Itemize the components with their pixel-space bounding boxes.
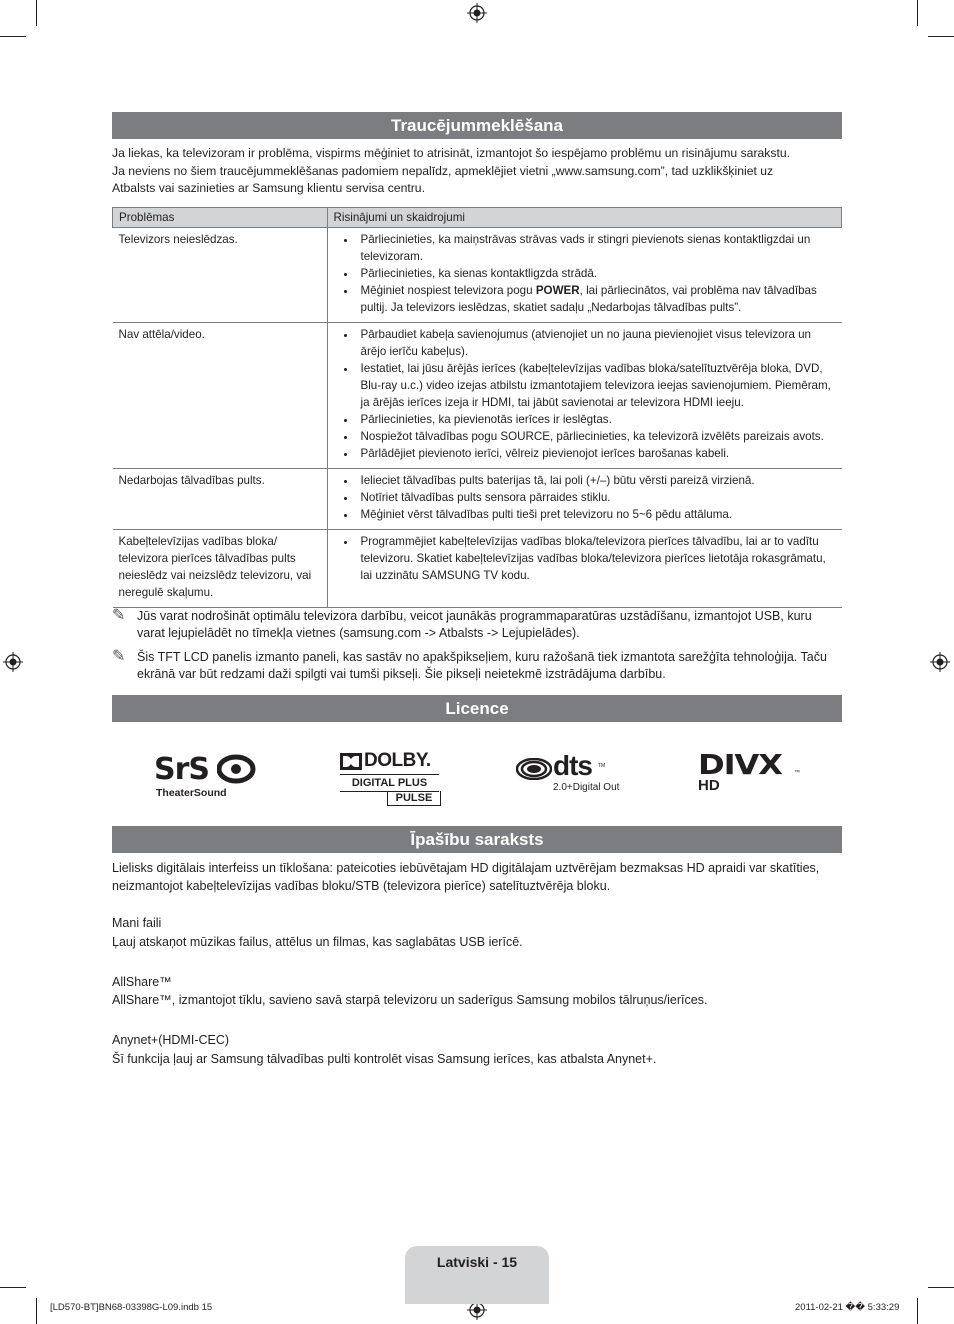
dolby-pulse-label: PULSE	[395, 792, 433, 804]
problem-cell: Nav attēla/video.	[113, 323, 328, 469]
solution-item: • Nospiežot tālvadības pogu SOURCE, pārliecinieties, ka televizorā izvēlēts pareizais avots.	[357, 428, 836, 445]
registration-mark-icon	[467, 3, 487, 23]
registration-mark-icon	[3, 652, 23, 672]
srs-circle-icon	[217, 754, 257, 784]
solutions-cell	[327, 469, 842, 530]
dts-subtitle: 2.0+Digital Out	[553, 782, 620, 793]
crop-mark	[917, 0, 918, 26]
feature-title: Mani faili	[112, 916, 162, 930]
table-row	[113, 228, 842, 323]
table-row	[113, 530, 842, 608]
section-title-license: Licence	[112, 695, 842, 722]
crop-mark	[917, 1298, 918, 1324]
divx-tm: ™	[794, 770, 800, 776]
feature-text: Šī funkcija ļauj ar Samsung tālvadības pulti kontrolēt visas Samsung ierīces, kas atbalsta Anynet+.	[112, 1052, 657, 1066]
dolby-line-2	[387, 791, 441, 806]
crop-mark	[36, 1298, 37, 1324]
dolby-line-1	[340, 774, 439, 792]
features-intro: Lielisks digitālais interfeiss un tīklošana: pateicoties iebūvētajam HD digitālajam uztvērējam bezmaksas HD apraidi var skatīties, neizmantojot kabeļtelevīzijas vadības bloku/STB (televizora pierīce) satelītuztvērēja bloku.	[112, 861, 820, 893]
table-row	[113, 469, 842, 530]
note-text: Jūs varat nodrošināt optimālu televizora darbību, veicot jaunākās programmaparatūras uzstādīšanu, izmantojot USB, kuru varat lejupielādēt no tīmekļa vietnes (samsung.com -> Atbalsts -> Lejupielādes).	[137, 609, 812, 640]
srs-theatersound-logo	[154, 748, 264, 808]
pencil-note-icon: ✎	[112, 648, 126, 665]
dolby-digital-plus-label: DIGITAL PLUS	[351, 777, 428, 789]
intro-line: Ja neviens no šiem traucējummeklēšanas padomiem nepalīdz, apmeklējiet vietni „www.samsung.com”, tad uzklikšķiniet uz	[112, 163, 774, 178]
crop-mark	[0, 1287, 26, 1288]
feature-title: Anynet+(HDMI-CEC)	[112, 1033, 230, 1047]
page-number-label: Latviski - 15	[436, 1254, 518, 1270]
note	[112, 649, 842, 683]
column-header-problems: Problēmas	[113, 208, 328, 228]
crop-mark	[36, 0, 37, 26]
intro-paragraph	[112, 145, 842, 198]
solution-item: • Mēģiniet vērst tālvadības pulti tieši pret televizoru no 5~6 pēdu attāluma.	[357, 506, 836, 523]
feature-text: AllShare™, izmantojot tīklu, savieno savā starpā televizoru un saderīgus Samsung mobilos tālruņus/ierīces.	[112, 993, 708, 1007]
solutions-cell	[327, 228, 842, 323]
divx-hd: HD	[698, 777, 720, 794]
solutions-cell	[327, 323, 842, 469]
dts-tm: TM	[598, 763, 606, 769]
problem-cell: Nedarbojas tālvadības pults.	[113, 469, 328, 530]
table-row	[113, 323, 842, 469]
dolby-digital-plus-pulse-logo	[339, 748, 445, 808]
pencil-note-icon: ✎	[112, 607, 126, 624]
dts-logo	[516, 748, 626, 808]
dts-waves-icon	[516, 758, 552, 780]
intro-line: Atbalsts vai sazinieties ar Samsung klientu servisa centru.	[112, 181, 425, 195]
solution-item: • Pārliecinieties, ka pievienotās ierīces ir ieslēgtas.	[357, 411, 836, 428]
solutions-cell	[327, 530, 842, 608]
divx-hd-logo	[698, 748, 808, 808]
dolby-double-d-icon	[340, 753, 362, 770]
note-text: Šis TFT LCD panelis izmanto paneli, kas sastāv no apakšpikseļiem, kuru ražošanā tiek izmantota sarežģīta tehnoloģija. Taču ekrānā var būt redzami daži spilgti vai tumši pikseļi. Šie pikseļi neietekmē izstrādājuma darbību.	[137, 650, 827, 681]
solution-item: • Pārbaudiet kabeļa savienojumus (atvienojiet un no jauna pievienojiet visus televizora un ārējo ierīču kabeļus).	[357, 326, 836, 360]
registration-mark-icon	[930, 652, 950, 672]
crop-mark	[928, 1287, 954, 1288]
problem-cell: Kabeļtelevīzijas vadības bloka/ televizora pierīces tālvadības pults neieslēdz vai neizslēdz televizoru, vai neregulē skaļumu.	[113, 530, 328, 608]
divx-name: DIVX	[698, 748, 782, 781]
solution-item: • Ielieciet tālvadības pults baterijas tā, lai poli (+/–) būtu vērsti pareizā virzienā.	[357, 472, 836, 489]
solution-item: • Iestatiet, lai jūsu ārējās ierīces (kabeļtelevīzijas vadības bloka/satelītuztvērēja bloka, DVD, Blu-ray u.c.) video izejas atbilstu izmantotajiem televizora ieejas savienojumiem. Piemēram, ja ārējās ierīces izeja ir HDMI, tai jābūt savienotai ar televizora HDMI ieeju.	[357, 360, 836, 411]
print-slug-file: [LD570-BT]BN68-03398G-L09.indb 15	[50, 1302, 213, 1313]
solution-item: • Notīriet tālvadības pults sensora pārraides stiklu.	[357, 489, 836, 506]
problem-cell: Televizors neieslēdzas.	[113, 228, 328, 323]
solution-item: • Pārlādējiet pievienoto ierīci, vēlreiz pievienojot ierīces barošanas kabeli.	[357, 445, 836, 462]
dolby-name: DOLBY.	[364, 750, 431, 771]
note	[112, 608, 842, 642]
solution-item: • Pārliecinieties, ka maiņstrāvas strāvas vads ir stingri pievienots sienas kontaktligzdai un televizoram.	[357, 231, 836, 265]
crop-mark	[928, 36, 954, 37]
column-header-solutions: Risinājumi un skaidrojumi	[327, 208, 842, 228]
feature-title: AllShare™	[112, 975, 172, 989]
intro-line: Ja liekas, ka televizoram ir problēma, vispirms mēģiniet to atrisināt, izmantojot šo iespējamo problēmu un risinājumu sarakstu.	[112, 146, 791, 160]
srs-logo-subtitle: TheaterSound	[156, 787, 227, 799]
solution-text-part: Mēģiniet nospiest televizora pogu	[360, 284, 536, 297]
print-slug-timestamp: 2011-02-21 �� 5:33:29	[795, 1302, 900, 1313]
dts-name: dts	[553, 750, 592, 781]
solution-item: • Pārliecinieties, ka sienas kontaktligzda strādā.	[357, 265, 836, 282]
srs-logo-mark: SrS	[154, 752, 210, 787]
solution-text-part: , lai pārliecinātos, vai problēma nav tālvadības pultij. Ja televizors ieslēdzas, skatiet sadaļu „Nedarbojas tālvadības pults”.	[360, 284, 817, 314]
troubleshooting-table	[112, 207, 842, 608]
feature-text: Ļauj atskaņot mūzikas failus, attēlus un filmas, kas saglabātas USB ierīcē.	[112, 935, 523, 949]
solution-item	[357, 282, 836, 316]
power-button-label: POWER	[535, 284, 580, 297]
section-title-troubleshooting: Traucējummeklēšana	[112, 112, 842, 139]
crop-mark	[0, 36, 26, 37]
solution-item: • Programmējiet kabeļtelevīzijas vadības bloka/televizora pierīces tālvadību, lai ar to vadītu televizoru. Skatiet kabeļtelevīzijas vadības bloka/televizora pierīces lietotāja rokasgrāmatu, lai uzzinātu SAMSUNG TV kodu.	[357, 533, 836, 584]
section-title-features: Īpašību saraksts	[112, 826, 842, 853]
